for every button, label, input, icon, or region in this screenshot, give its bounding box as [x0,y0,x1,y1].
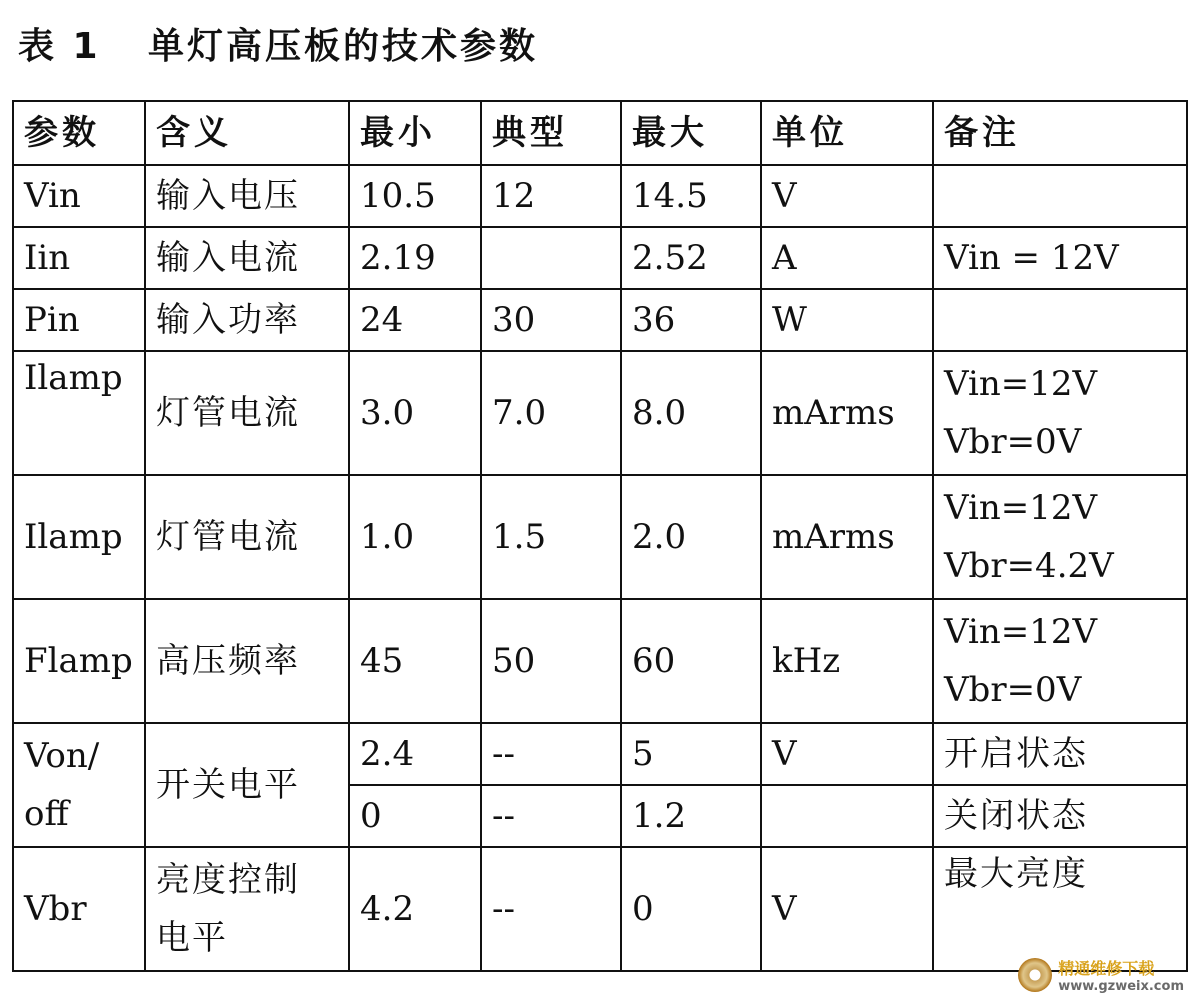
min-cell: 3.0 [349,351,481,475]
unit-cell: V [761,847,933,971]
min-cell: 0 [349,785,481,847]
table-row [13,227,1187,289]
watermark-url: www.gzweix.com [1058,979,1184,994]
note-cell: 开启状态 [933,723,1187,785]
note-line: Vbr=0V [944,422,1082,462]
unit-cell: V [761,165,933,227]
meaning-cell [145,847,349,971]
param-line: Von/ [24,736,100,776]
header-cell: 含义 [145,101,349,165]
header-cell: 单位 [761,101,933,165]
note-cell [933,351,1187,475]
caption-number: 表 1 [18,26,101,67]
header-cell: 最大 [621,101,761,165]
typ-cell: -- [481,785,621,847]
unit-cell: kHz [761,599,933,723]
min-cell: 45 [349,599,481,723]
min-cell: 4.2 [349,847,481,971]
max-cell: 8.0 [621,351,761,475]
table-row [13,351,1187,475]
min-cell: 10.5 [349,165,481,227]
max-cell: 5 [621,723,761,785]
caption-title: 单灯高压板的技术参数 [148,26,539,67]
typ-cell: 7.0 [481,351,621,475]
max-cell: 14.5 [621,165,761,227]
table-row [13,723,1187,785]
note-cell: Vin = 12V [933,227,1187,289]
header-cell: 最小 [349,101,481,165]
header-cell: 备注 [933,101,1187,165]
min-cell: 2.19 [349,227,481,289]
param-cell: Iin [13,227,145,289]
max-cell: 0 [621,847,761,971]
typ-cell: 12 [481,165,621,227]
meaning-cell: 灯管电流 [145,351,349,475]
meaning-cell: 输入电流 [145,227,349,289]
min-cell: 1.0 [349,475,481,599]
unit-cell: mArms [761,475,933,599]
watermark-text [1058,956,1184,994]
note-line: Vin=12V [944,488,1098,528]
note-line: Vbr=0V [944,670,1082,710]
max-cell: 60 [621,599,761,723]
meaning-line: 亮度控制 [156,860,300,900]
watermark-site-name: 精通维修下载 [1058,959,1155,978]
meaning-cell: 开关电平 [145,723,349,847]
watermark-logo-icon [1018,958,1052,992]
note-line: Vin=12V [944,612,1098,652]
unit-cell [761,785,933,847]
unit-cell: mArms [761,351,933,475]
header-row [13,101,1187,165]
meaning-line: 电平 [156,918,228,958]
note-cell [933,599,1187,723]
max-cell: 2.52 [621,227,761,289]
param-cell: Flamp [13,599,145,723]
typ-cell [481,227,621,289]
unit-cell: V [761,723,933,785]
header-cell: 参数 [13,101,145,165]
param-cell: Pin [13,289,145,351]
param-cell: Ilamp [13,351,145,475]
meaning-cell: 输入功率 [145,289,349,351]
header-cell: 典型 [481,101,621,165]
min-cell: 24 [349,289,481,351]
typ-cell: 50 [481,599,621,723]
typ-cell: -- [481,723,621,785]
note-cell [933,165,1187,227]
table-row [13,165,1187,227]
param-line: off [24,794,69,834]
spec-table [12,100,1188,972]
max-cell: 1.2 [621,785,761,847]
note-cell [933,475,1187,599]
typ-cell: 30 [481,289,621,351]
table-caption [18,18,538,69]
typ-cell: 1.5 [481,475,621,599]
meaning-cell: 输入电压 [145,165,349,227]
unit-cell: W [761,289,933,351]
unit-cell: A [761,227,933,289]
meaning-cell: 灯管电流 [145,475,349,599]
max-cell: 2.0 [621,475,761,599]
param-cell [13,723,145,847]
table-row [13,475,1187,599]
watermark [1018,956,1184,994]
typ-cell: -- [481,847,621,971]
meaning-cell: 高压频率 [145,599,349,723]
table-row [13,289,1187,351]
note-cell [933,289,1187,351]
note-cell: 最大亮度 [933,847,1187,971]
min-cell: 2.4 [349,723,481,785]
max-cell: 36 [621,289,761,351]
table-row [13,847,1187,971]
note-line: Vbr=4.2V [944,546,1114,586]
param-cell: Ilamp [13,475,145,599]
note-cell: 关闭状态 [933,785,1187,847]
note-line: Vin=12V [944,364,1098,404]
param-cell: Vin [13,165,145,227]
table-row [13,599,1187,723]
param-cell: Vbr [13,847,145,971]
